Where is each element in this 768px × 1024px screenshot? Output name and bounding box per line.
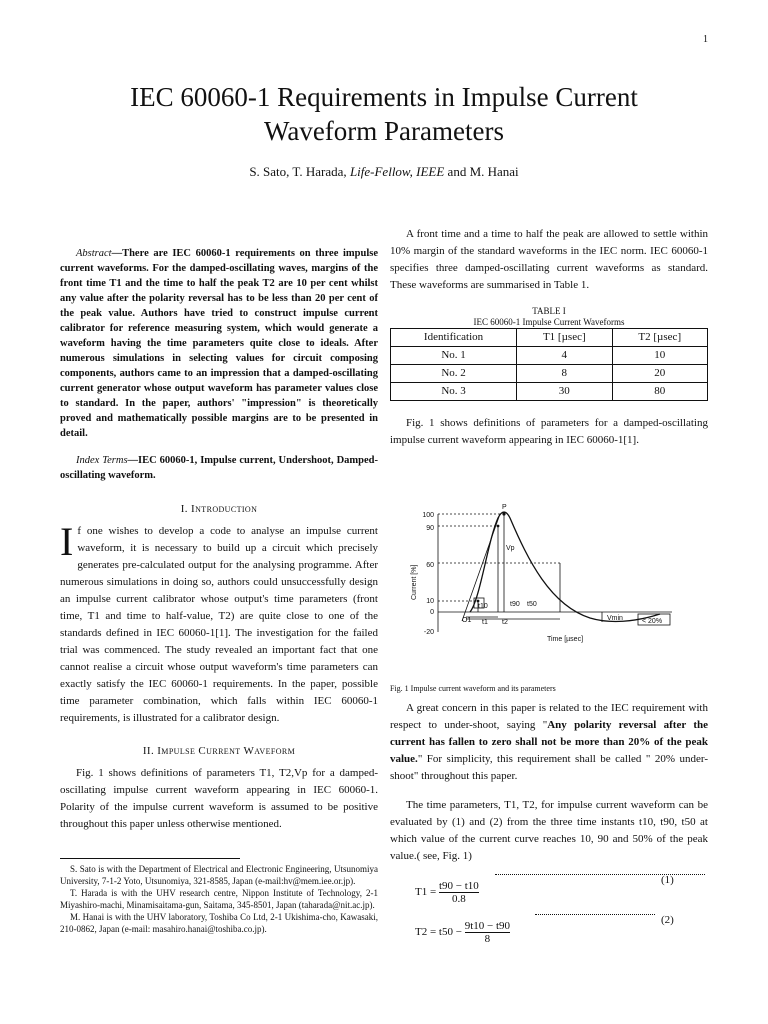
table-label: TABLE I [532,306,566,316]
vp-label: Vp [506,545,515,552]
index-terms-text: —IEC 60060-1, Impulse current, Undershoot, Damped-oscillating waveform. [60,455,378,481]
eq1-fraction [439,880,479,905]
y-tick-minus20: -20 [423,629,434,636]
abstract [60,246,378,441]
right-paragraph-1: A front time and a time to half the peak are allowed to settle within 10% margin of the standard waveforms in the IEC norm. IEC 60060-1 specifies three damped-oscillating current waveforms as standard. These waveforms are summarised in Table 1. [390,228,708,291]
title-line-1: IEC 60060-1 Requirements in Impulse Current [130,82,638,112]
table-cell: 30 [517,383,612,401]
t2-label: t2 [502,619,508,626]
figure-1-waveform [410,500,680,650]
y-tick-100: 100 [422,512,434,519]
section-1-heading: I. Introduction [180,503,258,515]
t1-label: t1 [482,619,488,626]
eq1-numerator: t90 − t10 [438,880,479,892]
y-tick-90: 90 [426,525,434,532]
table-row [391,347,708,365]
table-cell: 4 [517,347,612,365]
undershoot-quote: Any polarity reversal after the current has fallen to zero shall not be more than 20% of the peak value. [390,719,708,765]
y-axis-label: Current [%] [411,564,418,600]
footnote-3: M. Hanai is with the UHV laboratory, Toshiba Co Ltd, 2-1 Ukishima-cho, Kawasaki, 210-0862, Japan (e-mail: masahiro.hanai@toshiba.co.jp). [60,912,378,934]
index-terms-lead: Index Terms [76,455,128,466]
table-cell: 10 [612,347,707,365]
y-tick-60: 60 [426,562,434,569]
eq2-lhs: T2 = t50 − [415,926,465,939]
right-paragraph-3 [390,700,708,785]
t90-point [497,525,500,528]
authors-part-2: Life-Fellow, IEEE [349,164,445,179]
t90-label: t90 [510,601,520,608]
eq2-tag: (2) [661,914,674,926]
footnotes [60,858,378,935]
eq2-numerator: 9t10 − t90 [464,920,511,932]
origin-label: O1 [462,617,472,624]
section-2-heading: II. Impulse Current Waveform [142,745,296,757]
table-cell: No. 3 [391,383,517,401]
peak-point [502,512,505,515]
right-column-top [390,226,708,449]
drop-cap: I [60,519,74,564]
section-1-paragraph [60,519,378,727]
abstract-dash: — [111,248,123,259]
eq1-tag: (1) [661,874,674,886]
abstract-text: There are IEC 60060-1 requirements on three impulse current waveforms. For the damped-oscillating waves, margins of the front time T1 and the time to half the peak T2 are 10 per cent whilst any value after the polarity reversal has to be less than 20 per cent of the peak value. Authors have tried to construct impulse current calibrator for reference measuring system, which would generate a waveform having the time parameters quite close to ideals. After numerous simulations in selecting values for circuit composing components, authors came to an impression that a damped-oscillating current generator whose output waveform has parameter values close to standard. In the paper, authors' "impression" is theoretically proved and mathematically possible margins are to be presented in detail. [60,248,378,439]
vmin-label: Vmin [607,615,623,622]
undershoot-outro: " For simplicity, this requirement shall be called " 20% under-shoot" throughout this paper. [390,753,708,782]
t10-label: t10 [478,603,488,610]
eq2-leader [535,914,655,915]
authors-part-1: S. Sato, T. Harada, [249,164,350,179]
table-header: Identification [391,329,517,347]
eq2-fraction [465,920,510,945]
footnote-2: T. Harada is with the UHV research centre, Nippon Institute of Technology, 2-1 Miyashiro-machi, Minamisaitama-gun, Saitama, 345-8501, Japan (taharada@nit.ac.jp). [60,888,378,910]
eq1-denominator: 0.8 [451,893,466,905]
footnote-rule [60,858,240,859]
eq1-lhs: T1 = [415,886,439,899]
table-cell: 80 [612,383,707,401]
peak-label: P [502,504,507,511]
undershoot-label: < 20% [642,618,663,625]
t10-point [477,600,480,603]
y-tick-10: 10 [426,598,434,605]
section-2-paragraph: Fig. 1 shows definitions of parameters T1, T2,Vp for a damped-oscillating impulse current waveform appearing in IEC 60060-1. Polarity of the impulse current waveform is assumed to be positive throughout this paper unless otherwise mentioned. [60,767,378,830]
index-terms [60,453,378,483]
table-cell: No. 2 [391,365,517,383]
author-line [0,164,768,180]
table-row [391,365,708,383]
authors-part-3: and M. Hanai [444,164,519,179]
table-header: T2 [µsec] [612,329,707,347]
waveform-table [390,328,708,401]
x-axis-label: Time [µsec] [546,636,584,643]
table-cell: No. 1 [391,347,517,365]
table-row [391,383,708,401]
right-column-bottom [390,700,708,865]
y-tick-0: 0 [430,609,434,616]
section-1-text: f one wishes to develop a code to analyse an impulse current waveform, it is necessary to build up a circuit which precisely generates pre-calculated output for the analysing programme. After numerous simulations in doing so, authors could unsuccessfully design an impulse current calibrator whose output's time parameters (front time, T1 and time to half-value, T2) are quite close to one of the standards defined in IEC 60060-1[1]. The investigation for the failed trial was commenced. The study revealed an important fact that one cannot realise a circuit whose output waveform's time parameters can exactly satisfy the IEC 60060-1 requirements. In the paper, possible time parameter combination, which falls within IEC 60060-1 requirements, is illustrated for a calibrator design. [60,525,378,724]
title-line-2: Waveform Parameters [264,116,504,146]
equation-1 [415,874,674,905]
left-column [60,246,378,833]
undershoot-intro: A great concern in this paper is related to the IEC requirement with respect to under-shoot, saying " [390,702,708,731]
waveform-curve [470,512,660,621]
right-paragraph-2: Fig. 1 shows definitions of parameters for a damped-oscillating impulse current waveform appearing in IEC 60060-1[1]. [390,417,708,446]
table-header-row [391,329,708,347]
page-number: 1 [703,34,708,45]
footnote-1: S. Sato is with the Department of Electrical and Electronic Engineering, Utsunomiya University, 7-1-2 Yoto, Utsunomiya, 321-8585, Japan (e-mail:hv@mem.iee.or.jp). [60,864,378,886]
table-cell: 20 [612,365,707,383]
right-paragraph-4: The time parameters, T1, T2, for impulse current waveform can be evaluated by (1) and (2) from the three time instants t10, t90, t50 at which value of the current curve reaches 10, 90 and 50% of the peak value.( see, Fig. 1) [390,799,708,862]
paper-title [0,80,768,148]
t50-label: t50 [527,601,537,608]
table-header: T1 [µsec] [517,329,612,347]
figure-caption: Fig. 1 Impulse current waveform and its parameters [390,684,556,693]
eq2-denominator: 8 [484,933,491,945]
table-cell: 8 [517,365,612,383]
table-title: IEC 60060-1 Impulse Current Waveforms [473,317,625,327]
abstract-lead: Abstract [76,248,112,259]
equation-2 [415,914,674,945]
